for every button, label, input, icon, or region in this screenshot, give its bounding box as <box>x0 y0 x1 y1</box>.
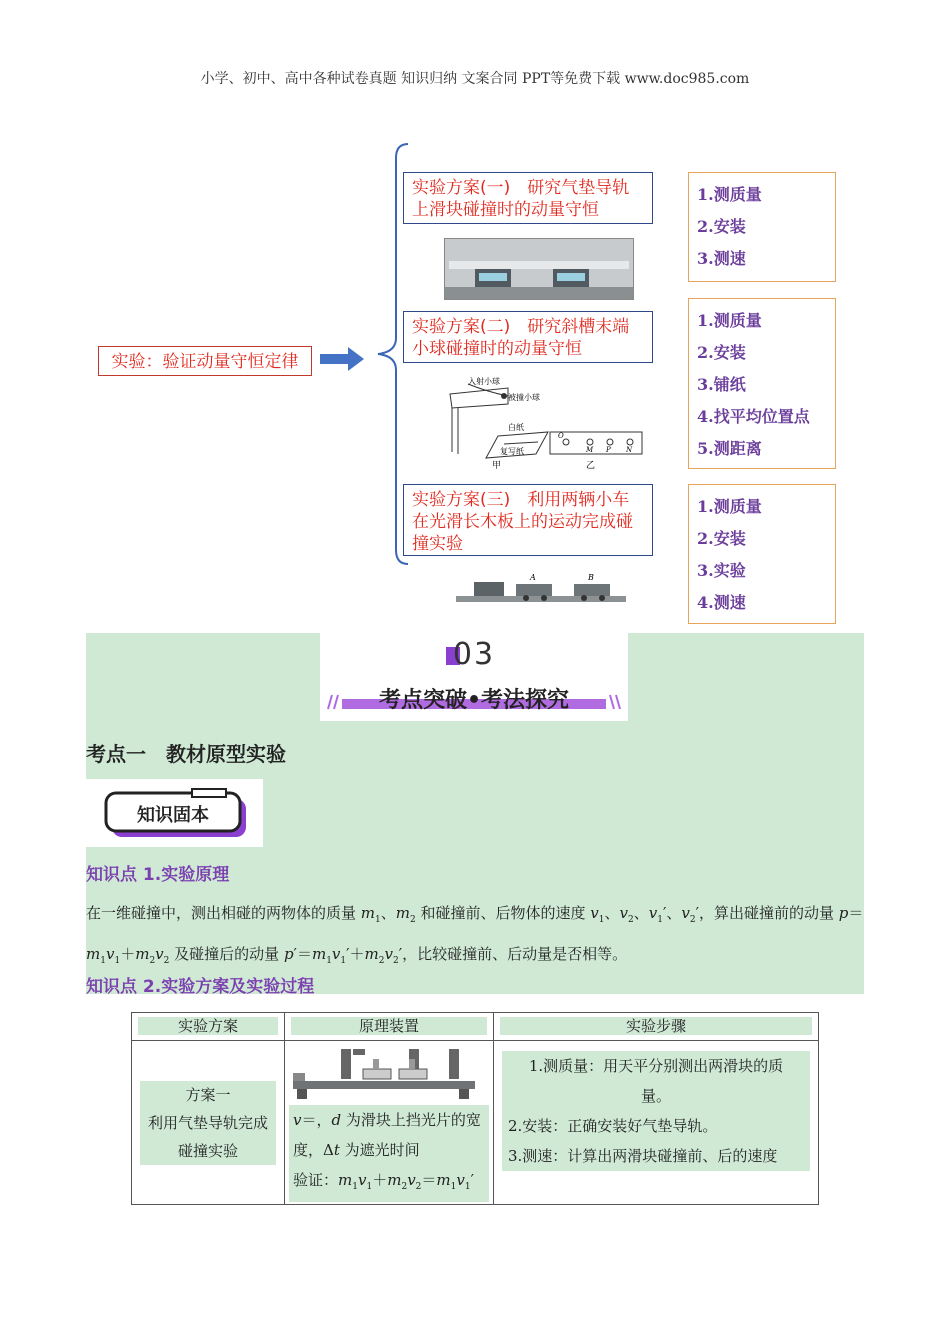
label-incident-ball: 入射小球 <box>468 377 500 386</box>
step-line: 3.测速：计算出两滑块碰撞前、后的速度 <box>508 1147 778 1165</box>
plan-2-steps <box>688 298 836 469</box>
label-carbon-paper: 复写纸 <box>500 447 524 456</box>
plan-3-step: 3.实验 <box>697 561 746 580</box>
plan-2-title: 实验方案(二) 研究斜槽末端小球碰撞时的动量守恒 <box>412 317 630 359</box>
plan-3-title: 实验方案(三) 利用两辆小车在光滑长木板上的运动完成碰撞实验 <box>412 490 633 554</box>
plan-1-step: 3.测速 <box>697 249 746 268</box>
plan-3-step: 1.测质量 <box>697 497 762 516</box>
label-N: N <box>626 446 633 454</box>
plan-1-title: 实验方案(一) 研究气垫导轨上滑块碰撞时的动量守恒 <box>412 178 630 220</box>
plan-2-step: 5.测距离 <box>697 439 762 458</box>
label-cart-B: B <box>588 573 594 582</box>
knowledge-tag <box>86 779 263 847</box>
plan-1-step: 1.测质量 <box>697 185 762 204</box>
label-white-paper: 白纸 <box>508 423 524 432</box>
banner-number: 03 <box>452 637 496 672</box>
air-track-photo <box>444 238 634 300</box>
plan-3-step: 2.安装 <box>697 529 746 548</box>
kp2-title: 知识点 2.实验方案及实验过程 <box>86 977 315 997</box>
right-arrow-icon <box>320 345 366 373</box>
plan-line: 方案一 <box>185 1085 231 1104</box>
header-steps: 实验步骤 <box>500 1017 812 1035</box>
step-line: 1.测质量：用天平分别测出两滑块的质 <box>528 1057 784 1075</box>
header-device: 原理装置 <box>291 1017 487 1035</box>
label-M: M <box>586 446 594 454</box>
header-plan: 实验方案 <box>138 1017 278 1035</box>
plan-2-step: 2.安装 <box>697 343 746 362</box>
inclined-chute-diagram <box>438 374 646 472</box>
section-title: 考点一 教材原型实验 <box>86 742 286 766</box>
air-track-diagram <box>289 1043 479 1101</box>
step-line: 量。 <box>640 1087 671 1105</box>
plan-line: 碰撞实验 <box>177 1141 238 1160</box>
label-cart-A: A <box>530 573 536 582</box>
plan-2-box <box>403 311 653 363</box>
mindmap-root: 实验：验证动量守恒定律 <box>98 346 312 376</box>
experiment-table <box>131 1012 819 1205</box>
plan-2-step: 1.测质量 <box>697 311 762 330</box>
table-header-cell <box>132 1013 285 1041</box>
label-jia: 甲 <box>492 461 502 471</box>
plan-3-box <box>403 484 653 556</box>
kp1-paragraph: 在一维碰撞中，测出相碰的两物体的质量 $m_1$、$m_2$ 和碰撞前、后物体的速度 $v_1$、$v_2$、$v_1'$、$v_2'$，算出碰撞前的动量 $p=m_1v_1+m_2v_2$ 及碰撞后的动量 $p'=m_1v_1'+m_2v_2'$，比较碰撞前、后动量是否相等。 <box>86 904 864 966</box>
kp1-title: 知识点 1.实验原理 <box>86 865 230 885</box>
plan-line: 利用气垫导轨完成 <box>147 1113 268 1132</box>
page-header: 小学、初中、高中各种试卷真题 知识归纳 文案合同 PPT等免费下载 www.doc985.com <box>200 71 750 87</box>
steps-cell <box>494 1041 819 1205</box>
banner-title: 考点突破•考法探究 <box>378 688 570 713</box>
carts-diagram <box>456 568 626 606</box>
plan-3-steps <box>688 484 836 624</box>
label-yi: 乙 <box>586 461 596 471</box>
table-header-cell <box>285 1013 494 1041</box>
device-cell: v＝，d 为滑块上挡光片的宽度，Δt 为遮光时间 验证：$m_1v_1+m_2v_2=m_1v_1'$ <box>285 1041 494 1205</box>
label-target-ball: 被撞小球 <box>508 393 540 402</box>
label-P: P <box>606 446 611 454</box>
slash-decor-icon <box>322 689 626 717</box>
plan-3-step: 4.测速 <box>697 593 746 612</box>
plan-2-step: 4.找平均位置点 <box>697 407 810 426</box>
section-banner <box>320 633 628 721</box>
knowledge-tag-label: 知识固本 <box>137 805 209 826</box>
plan-cell <box>132 1041 285 1205</box>
plan-1-box <box>403 172 653 224</box>
plan-1-steps <box>688 172 836 282</box>
table-row <box>132 1041 819 1205</box>
table-header-cell <box>494 1013 819 1041</box>
plan-2-step: 3.铺纸 <box>697 375 746 394</box>
plan-1-step: 2.安装 <box>697 217 746 236</box>
label-O: O <box>558 432 564 440</box>
step-line: 2.安装：正确安装好气垫导轨。 <box>508 1117 718 1135</box>
